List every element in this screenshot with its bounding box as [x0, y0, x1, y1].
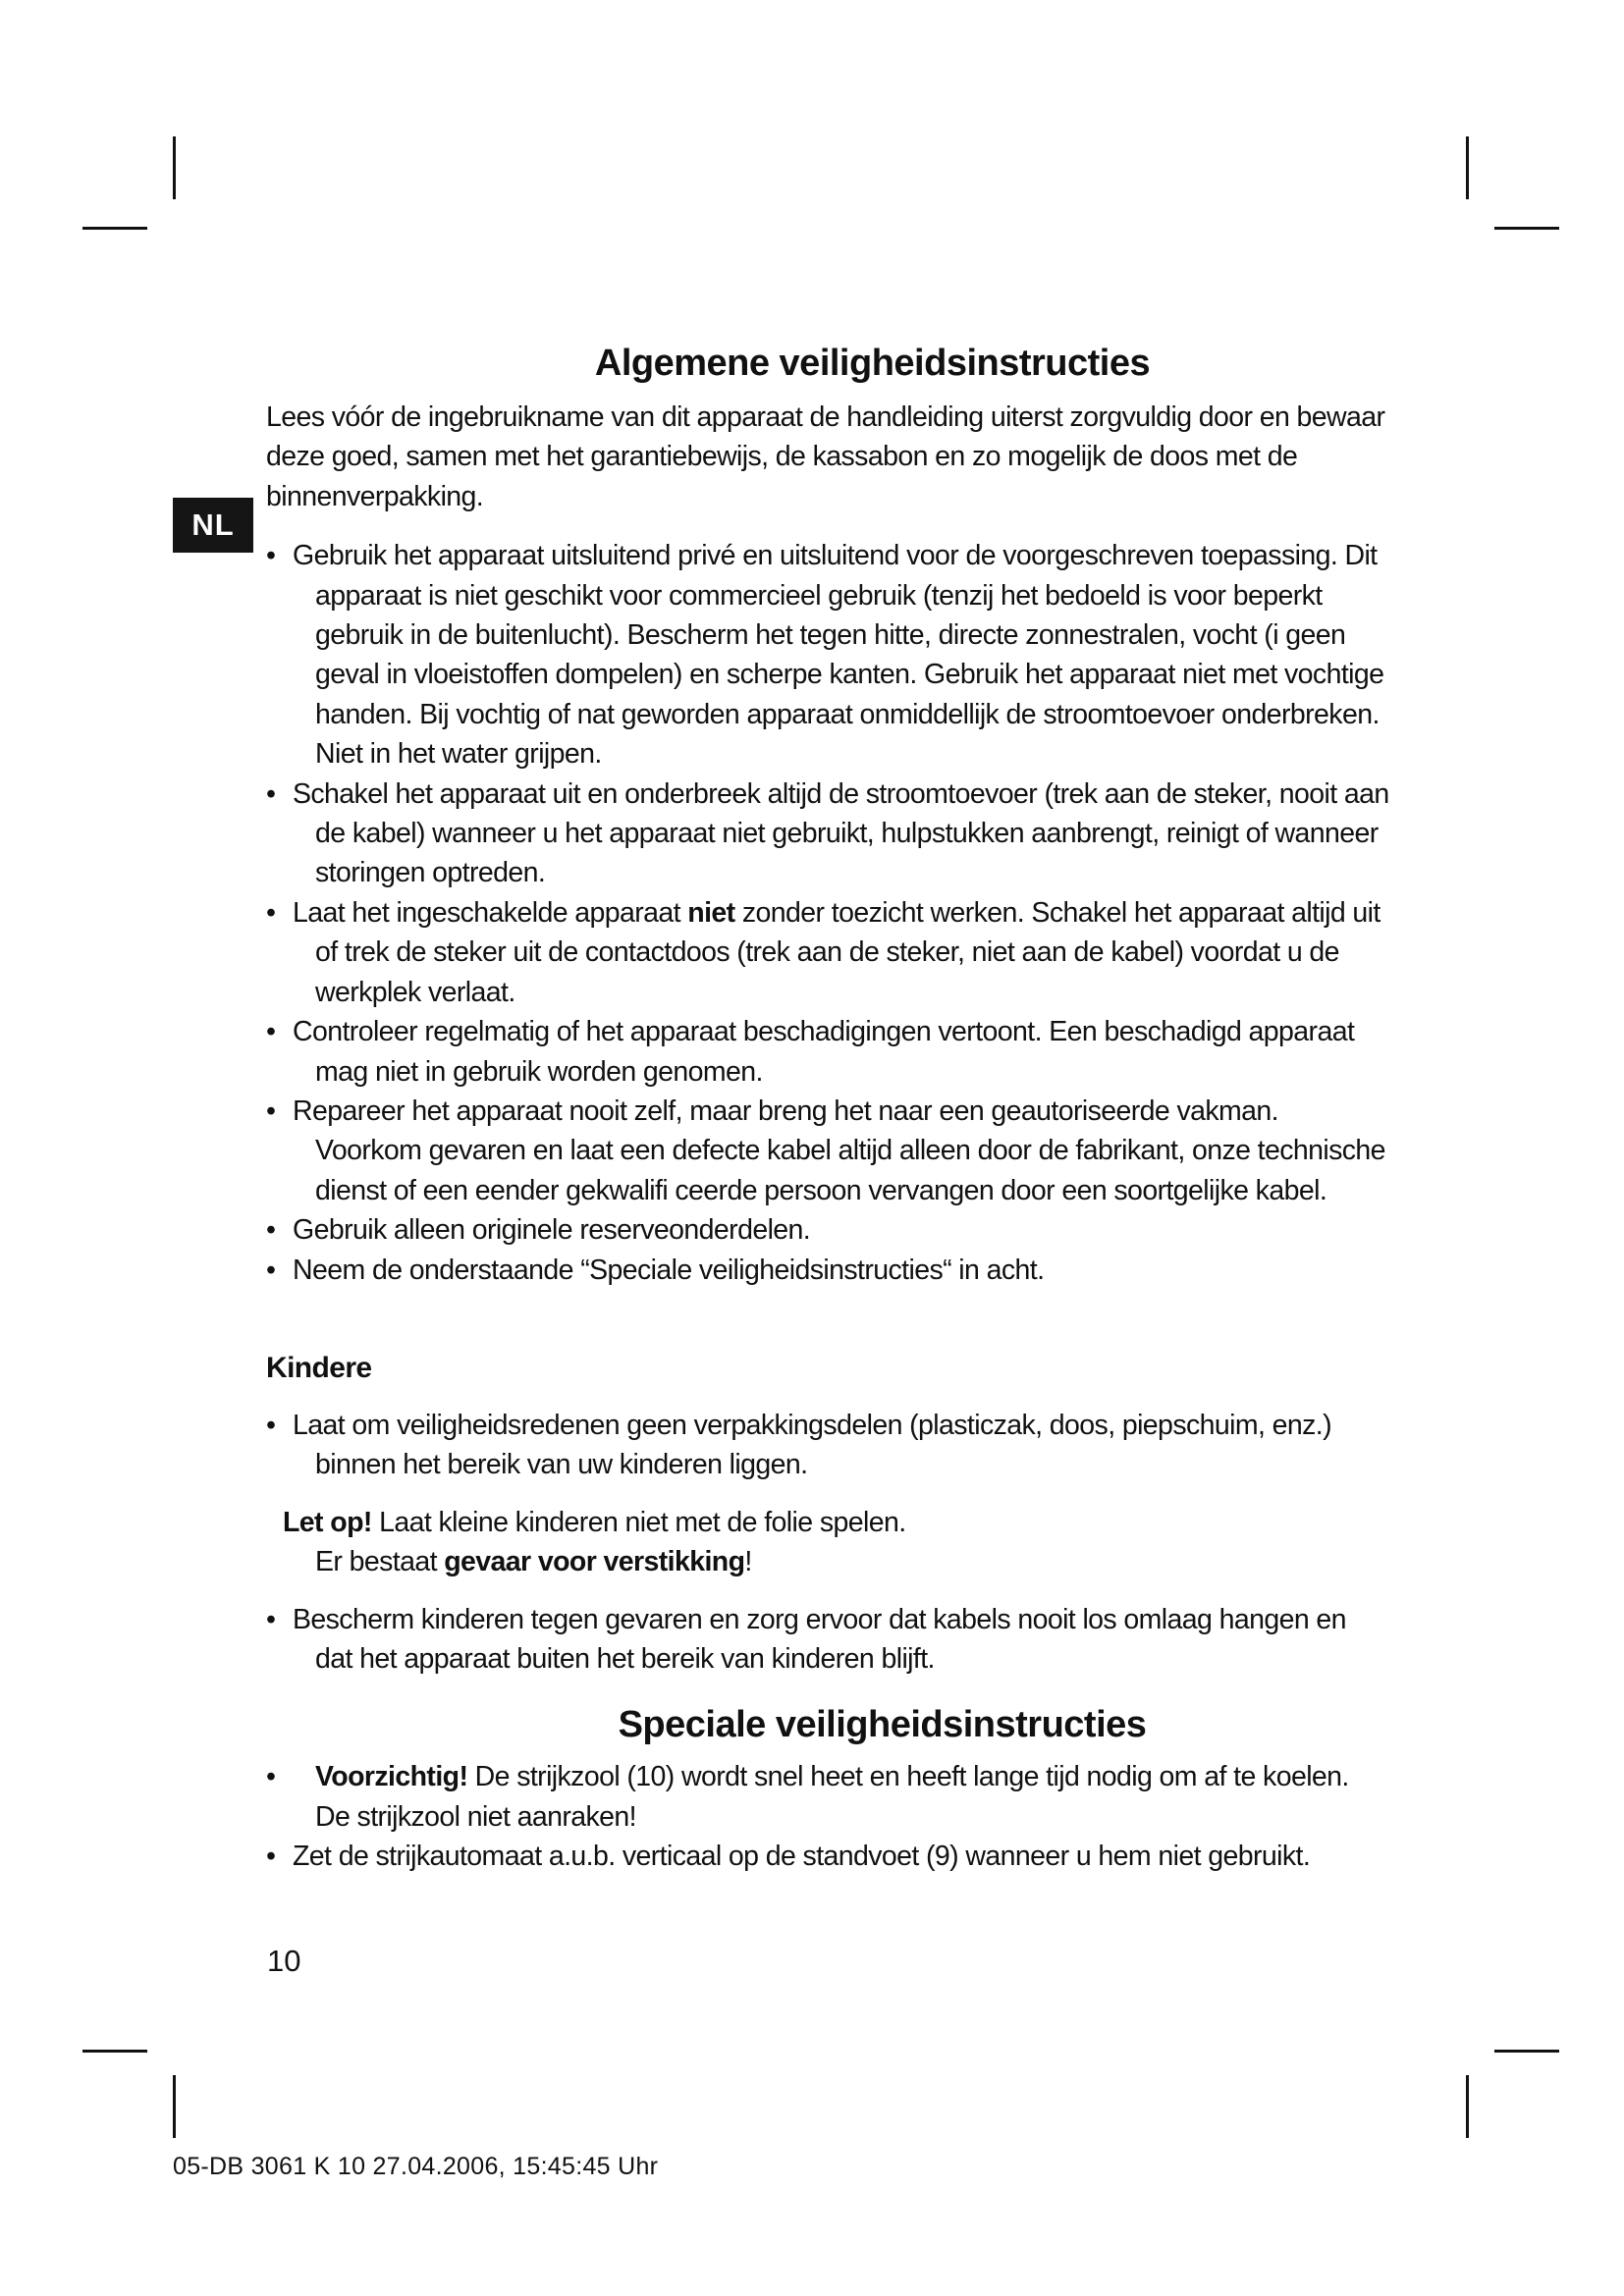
crop-mark-bottom-left-horizontal: [82, 2050, 147, 2053]
general-safety-list: [266, 536, 1390, 1290]
list-item: • Laat om veiligheidsredenen geen verpakkingsdelen (plasticzak, doos, piepschuim, enz.) binnen het bereik van uw kinderen liggen.: [266, 1406, 1390, 1485]
children-heading: Kindere: [266, 1351, 372, 1384]
general-safety-title: Algemene veiligheidsinstructies: [594, 343, 1151, 384]
list-item: • Zet de strijkautomaat a.u.b. verticaal op de standvoet (9) wanneer u hem niet gebruikt.: [266, 1837, 1390, 1876]
list-item: • Gebruik het apparaat uitsluitend privé en uitsluitend voor de voorgeschreven toepassing. Dit apparaat is niet geschikt voor commercieel gebruik (tenzij het bedoeld is voor beperkt gebruik in de buitenlucht). Bescherm het tegen hitte, directe zonnestralen, vocht (i geen geval in vloeistoffen dompelen) en scherpe kanten. Gebruik het apparaat niet met vochtige handen. Bij vochtig of nat geworden apparaat onmiddellijk de stroomtoevoer onderbreken. Niet in het water grijpen.: [266, 536, 1390, 774]
crop-mark-bottom-right-vertical: [1466, 2075, 1469, 2138]
language-tab: NL: [173, 498, 253, 553]
list-item: [266, 1757, 1390, 1837]
crop-mark-top-right-vertical: [1466, 136, 1469, 199]
children-list-2: [266, 1600, 1390, 1680]
list-item: [266, 893, 1390, 1012]
crop-mark-top-left-horizontal: [82, 227, 147, 230]
special-safety-title: Speciale veiligheidsinstructies: [618, 1704, 1147, 1746]
print-footer: 05-DB 3061 K 10 27.04.2006, 15:45:45 Uhr: [173, 2153, 659, 2180]
list-item-text: Laat het ingeschakelde apparaat: [293, 896, 688, 929]
list-item: • Gebruik alleen originele reserveonderdelen.: [266, 1210, 1390, 1250]
list-item: • Schakel het apparaat uit en onderbreek altijd de stroomtoevoer (trek aan de steker, nooit aan de kabel) wanneer u het apparaat niet gebruikt, hulpstukken aanbrengt, reinigt of wanneer storingen optreden.: [266, 774, 1390, 893]
attention-text: Laat kleine kinderen niet met de folie spelen.: [371, 1506, 906, 1538]
list-item-text: zonder toezicht werken. Schakel het apparaat altijd uit of trek de steker uit de contactdoos (trek aan de steker, niet aan de kabel) voordat u de werkplek verlaat.: [315, 896, 1380, 1008]
children-list-1: [266, 1406, 1390, 1485]
page-number: 10: [267, 1944, 301, 1978]
danger-text: Er bestaat: [315, 1546, 445, 1578]
emphasis-not: niet: [687, 896, 735, 929]
caution-label: Voorzichtig!: [315, 1761, 468, 1793]
crop-mark-bottom-left-vertical: [173, 2075, 176, 2138]
page-content: [266, 339, 1390, 1877]
attention-label: Let op!: [283, 1506, 372, 1538]
crop-mark-top-left-vertical: [173, 136, 176, 199]
caution-text: De strijkzool (10) wordt snel heet en heeft lange tijd nodig om af te koelen. De strijkzool niet aanraken!: [315, 1761, 1349, 1833]
list-item: • Neem de onderstaande “Speciale veiligheidsinstructies“ in acht.: [266, 1251, 1390, 1290]
crop-mark-top-right-horizontal: [1494, 227, 1559, 230]
attention-note: [283, 1503, 1390, 1582]
danger-text-end: !: [744, 1546, 752, 1578]
intro-paragraph: Lees vóór de ingebruikname van dit apparaat de handleiding uiterst zorgvuldig door en bewaar deze goed, samen met het garantiebewijs, de kassabon en zo mogelijk de doos met de binnenverpakking.: [266, 401, 1385, 512]
crop-mark-bottom-right-horizontal: [1494, 2050, 1559, 2053]
list-item: • Repareer het apparaat nooit zelf, maar breng het naar een geautoriseerde vakman. Voorkom gevaren en laat een defecte kabel altijd alleen door de fabrikant, onze technische dienst of een eender gekwalifi ceerde persoon vervangen door een soortgelijke kabel.: [266, 1092, 1390, 1210]
list-item: • Controleer regelmatig of het apparaat beschadigingen vertoont. Een beschadigd apparaat mag niet in gebruik worden genomen.: [266, 1012, 1390, 1092]
list-item: • Bescherm kinderen tegen gevaren en zorg ervoor dat kabels nooit los omlaag hangen en dat het apparaat buiten het bereik van kinderen blijft.: [266, 1600, 1390, 1680]
danger-emphasis: gevaar voor verstikking: [444, 1546, 745, 1578]
special-safety-list: [266, 1757, 1390, 1876]
